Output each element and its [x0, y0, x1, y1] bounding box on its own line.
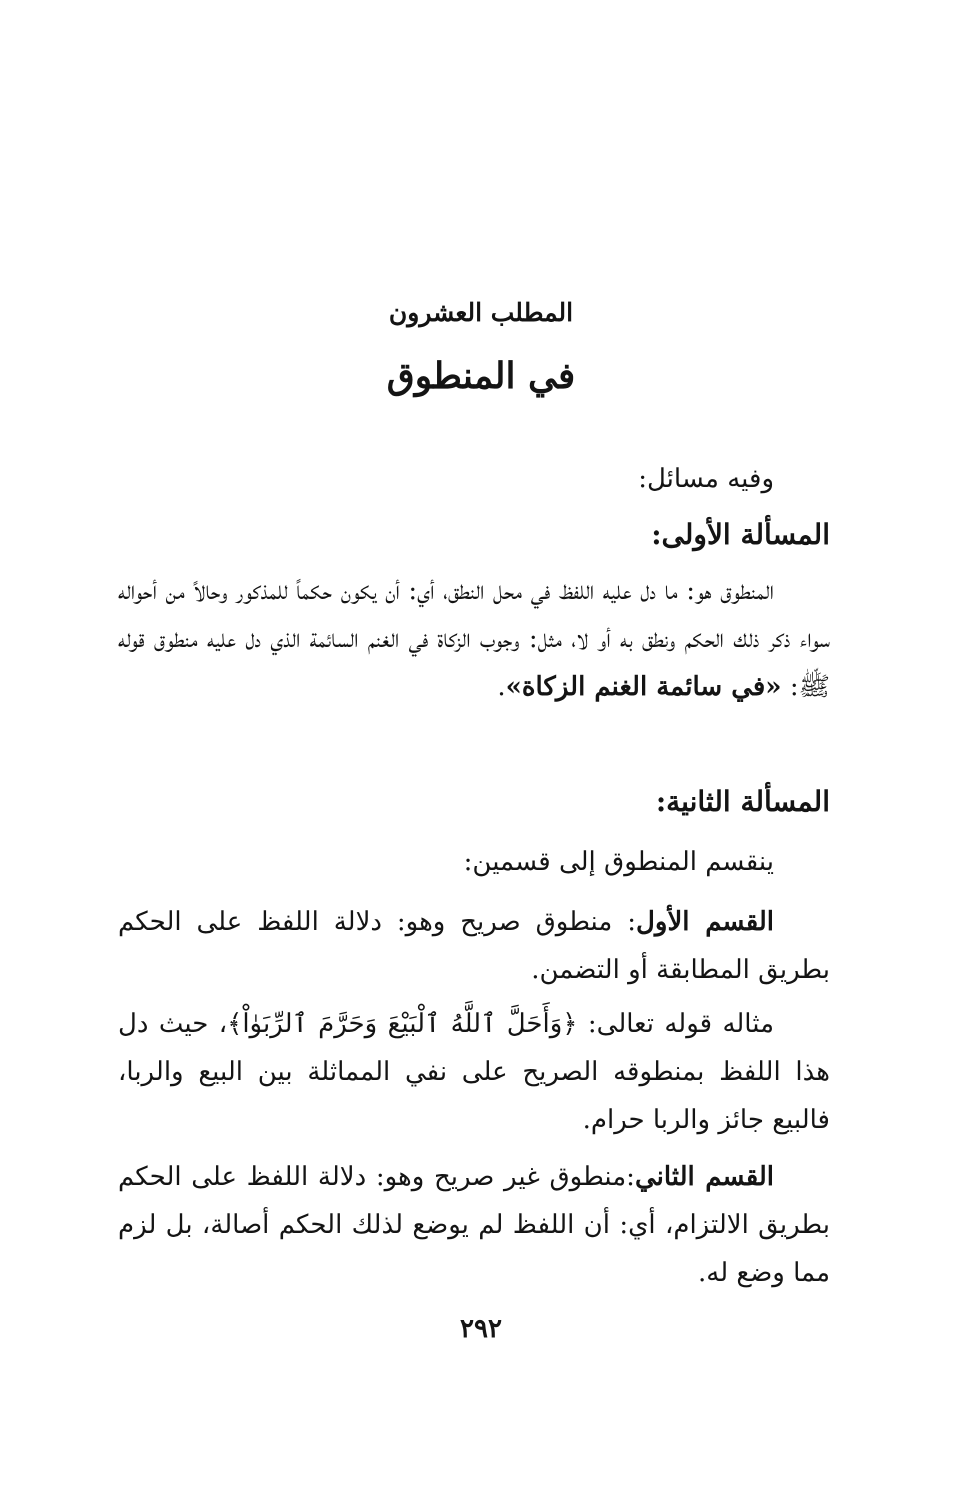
- part1-paragraph: [118, 898, 830, 994]
- page-title: في المنطوق: [386, 355, 576, 397]
- section1-text: المنطوق هو: ما دل عليه اللفظ في محل النطق، أي: أن يكون حكماً للمذكور وحالاً من أحواله سواء ذكر ذلك الحكم ونطق به أو لا، مثل: وجوب الزكاة في الغنم السائمة الذي دل عليه منطوق قوله ﷺ:: [118, 576, 830, 702]
- section2-heading: المسألة الثانية:: [655, 785, 830, 818]
- section1-text-end: .: [497, 672, 506, 702]
- example-text: مثاله قوله تعالى:: [577, 1009, 775, 1039]
- part1-text: : منطوق صريح وهو: دلالة اللفظ على الحكم بطريق المطابقة أو التضمن.: [118, 907, 830, 985]
- hadith-quote: «في سائمة الغنم الزكاة»: [505, 672, 782, 702]
- part1-label: القسم الأول: [636, 907, 774, 937]
- part2-paragraph: [118, 1153, 830, 1297]
- quran-verse: ﴿وَأَحَلَّ ٱللَّهُ ٱلْبَيْعَ وَحَرَّمَ ٱلرِّبَوٰاْ﴾: [227, 1009, 578, 1039]
- intro-line: وفيه مسائل:: [638, 464, 774, 494]
- page-number: ٢٩٢: [460, 1314, 502, 1344]
- example-text-end: ، حيث دل هذا اللفظ بمنطوقه الصريح على نفي المماثلة بين البيع والربا، فالبيع جائز والربا حرام.: [118, 1009, 830, 1135]
- example-paragraph: [118, 1000, 830, 1144]
- section1-heading: المسألة الأولى:: [651, 518, 830, 551]
- part2-label: القسم الثاني: [634, 1162, 774, 1192]
- part2-text: :منطوق غير صريح وهو: دلالة اللفظ على الحكم بطريق الالتزام، أي: أن اللفظ لم يوضع لذلك الحكم أصالة، بل لزم مما وضع له.: [118, 1162, 830, 1288]
- section1-paragraph: [118, 567, 830, 711]
- section-subtitle: المطلب العشرون: [388, 298, 574, 327]
- section2-intro: ينقسم المنطوق إلى قسمين:: [463, 847, 774, 877]
